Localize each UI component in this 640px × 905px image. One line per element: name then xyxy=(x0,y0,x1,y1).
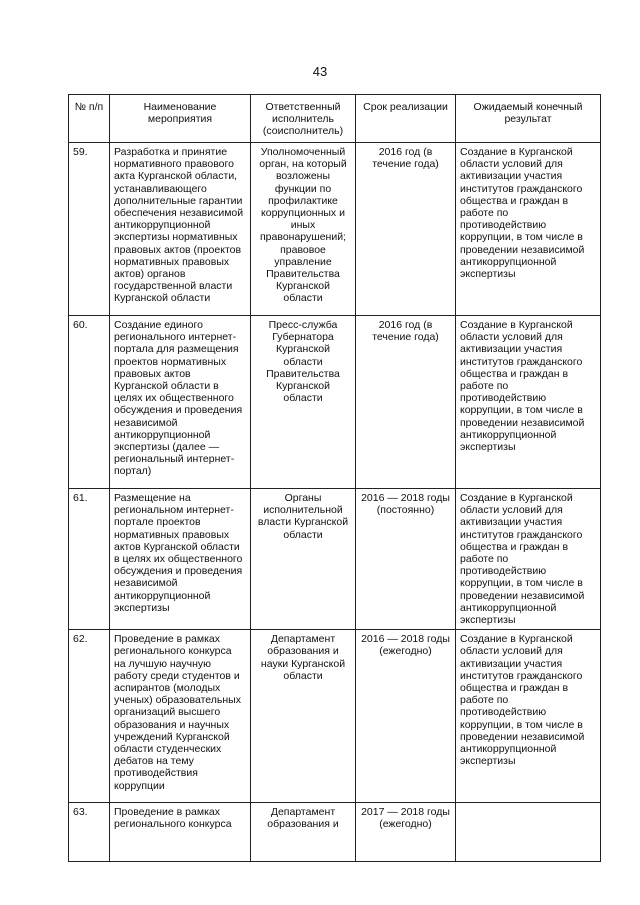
measure-name: Создание единого регионального интернет-портала для размещения проектов нормативных правовых актов Курганской области в целях их общественного обсуждения и проведения независимой антикоррупционной экспертизы (далее — региональный интернет-портал) xyxy=(110,316,251,489)
row-number: 59. xyxy=(69,143,110,316)
row-number: 61. xyxy=(69,489,110,630)
header-number: № п/п xyxy=(69,95,110,143)
expected-result: Создание в Курганской области условий для активизации участия институтов гражданского общества и граждан в работе по противодействию коррупции, в том числе в проведении независимой антикоррупционной экспертизы xyxy=(456,143,601,316)
table-header-row xyxy=(69,95,601,143)
table-row xyxy=(69,630,601,803)
header-responsible: Ответственный исполнитель (соисполнитель) xyxy=(251,95,356,143)
row-number: 60. xyxy=(69,316,110,489)
measure-name: Разработка и принятие нормативного правового акта Курганской области, устанавливающего дополнительные гарантии обеспечения независимой антикоррупционной экспертизы нормативных правовых актов (проектов нормативных правовых актов) органов государственной власти Курганской области xyxy=(110,143,251,316)
row-number: 63. xyxy=(69,803,110,862)
page-number: 43 xyxy=(312,64,328,79)
expected-result: Создание в Курганской области условий для активизации участия институтов гражданского общества и граждан в работе по противодействию коррупции, в том числе в проведении независимой антикоррупционной экспертизы xyxy=(456,489,601,630)
implementation-term: 2016 год (в течение года) xyxy=(356,143,456,316)
implementation-term: 2016 — 2018 годы (ежегодно) xyxy=(356,630,456,803)
header-term: Срок реализации xyxy=(356,95,456,143)
measure-name: Проведение в рамках регионального конкурса на лучшую научную работу среди студентов и аспирантов (молодых ученых) образовательных организаций высшего образования и научных учреждений Курганской области студенческих дебатов на тему противодействия коррупции xyxy=(110,630,251,803)
responsible-executor: Пресс-служба Губернатора Курганской области Правительства Курганской области xyxy=(251,316,356,489)
responsible-executor: Департамент образования и науки Курганской области xyxy=(251,630,356,803)
implementation-term: 2016 — 2018 годы (постоянно) xyxy=(356,489,456,630)
header-expected-result: Ожидаемый конечный результат xyxy=(456,95,601,143)
expected-result: Создание в Курганской области условий для активизации участия институтов гражданского общества и граждан в работе по противодействию коррупции, в том числе в проведении независимой антикоррупционной экспертизы xyxy=(456,316,601,489)
expected-result xyxy=(456,803,601,862)
responsible-executor: Уполномоченный орган, на который возложены функции по профилактике коррупционных и иных правонарушений; правовое управление Правительства Курганской области xyxy=(251,143,356,316)
table-row xyxy=(69,143,601,316)
implementation-term: 2017 — 2018 годы (ежегодно) xyxy=(356,803,456,862)
measure-name: Проведение в рамках регионального конкурса xyxy=(110,803,251,862)
responsible-executor: Департамент образования и xyxy=(251,803,356,862)
measure-name: Размещение на региональном интернет-портале проектов нормативных правовых актов Курганской области в целях их общественного обсуждения и проведения независимой антикоррупционной экспертизы xyxy=(110,489,251,630)
implementation-term: 2016 год (в течение года) xyxy=(356,316,456,489)
measures-table xyxy=(68,94,601,862)
responsible-executor: Органы исполнительной власти Курганской области xyxy=(251,489,356,630)
table-row xyxy=(69,316,601,489)
row-number: 62. xyxy=(69,630,110,803)
expected-result: Создание в Курганской области условий для активизации участия институтов гражданского общества и граждан в работе по противодействию коррупции, в том числе в проведении независимой антикоррупционной экспертизы xyxy=(456,630,601,803)
header-measure-name: Наименование мероприятия xyxy=(110,95,251,143)
table-row xyxy=(69,489,601,630)
table-row xyxy=(69,803,601,862)
